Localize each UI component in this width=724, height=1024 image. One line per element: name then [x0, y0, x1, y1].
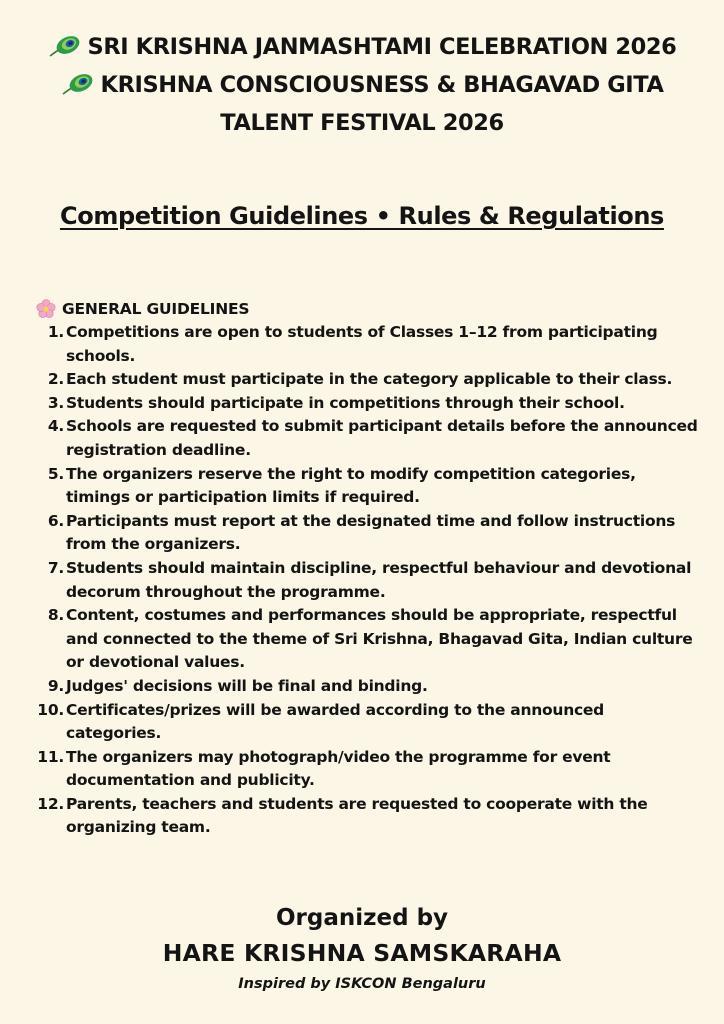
guideline-text: Each student must participate in the category applicable to their class.: [66, 370, 673, 389]
guideline-text: The organizers reserve the right to modify competition categories, timings or participation limits if required.: [66, 464, 636, 507]
guideline-number: 1.: [47, 323, 64, 341]
guideline-item: [36, 415, 704, 462]
guideline-number: 9.: [47, 676, 64, 695]
section-heading: [36, 297, 704, 321]
guideline-text: Students should participate in competitions through their school.: [66, 393, 625, 412]
title-line-2: [0, 66, 724, 104]
guideline-item: [36, 699, 704, 746]
section-heading-text: GENERAL GUIDELINES: [62, 300, 250, 318]
guideline-item: [36, 368, 704, 392]
title-line-1: [0, 28, 724, 66]
guideline-text: Schools are requested to submit participant details before the announced registration deadline.: [66, 417, 698, 459]
cherry-blossom-icon: [36, 299, 56, 319]
guideline-number: 4.: [47, 417, 64, 436]
guideline-text: Participants must report at the designated time and follow instructions from the organizers.: [66, 511, 676, 554]
guideline-item: [36, 793, 704, 840]
guideline-item: [36, 604, 704, 675]
guideline-item: [36, 746, 704, 793]
guideline-text: Content, costumes and performances should be appropriate, respectful and connected to the theme of Sri Krishna, Bhagavad Gita, Indian culture or devotional values.: [66, 606, 693, 672]
guideline-number: 5.: [47, 464, 64, 483]
header: [0, 28, 724, 142]
organization-name: HARE KRISHNA SAMSKARAHA: [162, 939, 562, 967]
guideline-text: The organizers may photograph/video the programme for event documentation and publicity.: [66, 747, 611, 790]
guideline-number: 8.: [47, 606, 64, 625]
title-line-2-text: KRISHNA CONSCIOUSNESS & BHAGAVAD GITA: [100, 72, 664, 98]
guideline-number: 10.: [37, 700, 64, 719]
guideline-text: Certificates/prizes will be awarded according to the announced categories.: [66, 700, 605, 743]
guideline-text: Parents, teachers and students are requested to cooperate with the organizing team.: [66, 794, 648, 837]
guideline-item: [36, 463, 704, 510]
guideline-item: [36, 557, 704, 604]
peacock-feather-icon: [48, 34, 82, 58]
guideline-item: [36, 675, 704, 699]
organized-by-label: Organized by: [275, 905, 449, 931]
guideline-text: Judges' decisions will be final and binding.: [66, 676, 428, 695]
guideline-number: 6.: [47, 511, 64, 530]
guideline-number: 7.: [47, 558, 64, 577]
guideline-item: [36, 321, 704, 368]
guideline-item: [36, 510, 704, 557]
guidelines-list: [36, 321, 704, 840]
guideline-number: 3.: [47, 393, 64, 412]
title-line-3: TALENT FESTIVAL 2026: [220, 110, 504, 136]
guideline-number: 12.: [37, 794, 64, 813]
title-line-1-text: SRI KRISHNA JANMASHTAMI CELEBRATION 2026: [87, 34, 677, 60]
footer: [0, 900, 724, 998]
guideline-number: 2.: [47, 370, 64, 389]
guideline-item: [36, 392, 704, 416]
guideline-text: Competitions are open to students of Classes 1–12 from participating schools.: [66, 323, 658, 365]
inspired-by-text: Inspired by ISKCON Bengaluru: [238, 976, 486, 992]
guideline-text: Students should maintain discipline, respectful behaviour and devotional decorum throughout the programme.: [66, 558, 692, 601]
general-guidelines-section: [36, 297, 704, 840]
guideline-number: 11.: [37, 747, 64, 766]
page-subtitle: Competition Guidelines • Rules & Regulations: [60, 202, 664, 230]
peacock-feather-icon: [61, 72, 95, 96]
